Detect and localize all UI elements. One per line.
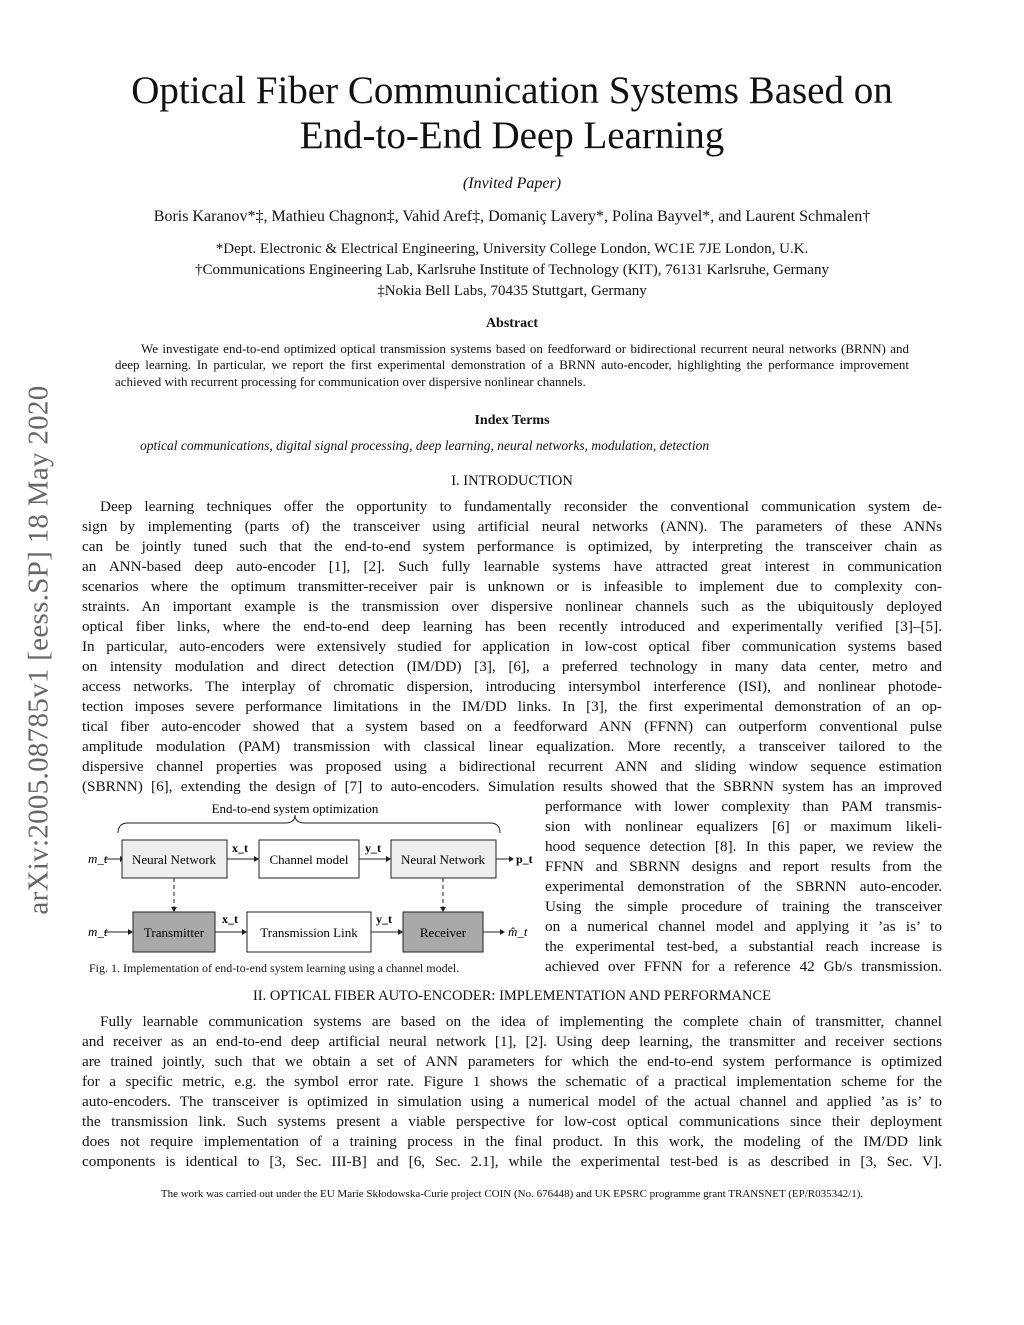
abstract-text: We investigate end-to-end optimized optical transmission systems based on feedforward or bidirectional recurrent neural networks (BRNN) and deep learning. In particular, we report the first experimental demonstration of a BRNN auto-encoder, highlighting the performance improvement achieved with recurrent processing for communication over dispersive nonlinear channels. <box>115 341 909 389</box>
top-output-label: p_t <box>516 852 533 866</box>
bottom-output-label: m̂_t <box>508 924 528 939</box>
funding-footnote: The work was carried out under the EU Marie Skłodowska-Curie project COIN (No. 676448) and UK EPSRC programme grant TRANSNET (EP/R035342/1). <box>160 1188 864 1200</box>
text-line: experimental demonstration of the SBRNN auto-encoder. <box>545 878 942 895</box>
text-line: does not require implementation of a training process in the final product. In this work, the modeling of the IM/DD link <box>82 1133 942 1150</box>
text-line: and receiver as an end-to-end deep artificial neural network [1], [2]. Using deep learning, the transmitter and receiver sections <box>82 1033 942 1050</box>
text-line: In particular, auto-encoders were extensively studied for application in low-cost optical fiber communication systems based <box>82 638 942 655</box>
section-1-right-column <box>545 797 942 977</box>
invited-paper-label: (Invited Paper) <box>462 175 562 192</box>
top-input-label: m_t <box>88 851 108 866</box>
affiliations <box>80 239 944 302</box>
text-line: Fully learnable communication systems are based on the idea of implementing the complete chain of transmitter, channel <box>100 1013 942 1030</box>
section-1-body <box>82 497 942 797</box>
text-line: tical fiber auto-encoder showed that a system based on a feedforward ANN (FFNN) can outperform conventional pulse <box>82 718 942 735</box>
channel-model-label: Channel model <box>269 852 349 867</box>
text-line: amplitude modulation (PAM) transmission with classical linear equalization. More recently, a transceiver tailored to the <box>82 738 942 755</box>
text-line: straints. An important example is the transmission over dispersive nonlinear channels such as the ubiquitously deployed <box>82 598 942 615</box>
text-line: (SBRNN) [6], extending the design of [7] to auto-encoders. Simulation results showed that the SBRNN system has an improved <box>82 778 942 795</box>
text-line: sion with nonlinear equalizers [6] or maximum likeli- <box>545 818 942 835</box>
affiliation-kit: †Communications Engineering Lab, Karlsruhe Institute of Technology (KIT), 76131 Karlsruhe, Germany <box>195 262 829 278</box>
figure-1-caption: Fig. 1. Implementation of end-to-end system learning using a channel model. <box>89 961 460 975</box>
text-line: the experimental test-bed, a substantial reach increase is <box>545 938 942 955</box>
section-2-body <box>82 1012 942 1172</box>
text-line: an ANN-based deep auto-encoder [1], [2]. Such fully learnable systems have attracted great interest in communication <box>82 558 942 575</box>
text-line: dispersive channel properties was proposed using a bidirectional recurrent ANN and sliding window sequence estimation <box>82 758 942 775</box>
text-line: optical fiber links, where the end-to-end deep learning has been recently introduced and experimentally verified [3]–[5]. <box>82 618 942 635</box>
text-line: FFNN and SBRNN designs and report results from the <box>545 858 942 875</box>
text-line: scenarios where the optimum transmitter-receiver pair is unknown or is infeasible to implement due to complexity con- <box>82 578 942 595</box>
text-line: Using the simple procedure of training the transceiver <box>545 898 942 915</box>
figure-1-diagram <box>80 795 533 975</box>
text-line: on intensity modulation and direct detection (IM/DD) [3], [6], a preferred technology in many data center, metro and <box>82 658 942 675</box>
index-terms-text: optical communications, digital signal processing, deep learning, neural networks, modulation, detection <box>140 438 710 453</box>
transmitter-label: Transmitter <box>143 925 205 940</box>
section-1-heading: I. INTRODUCTION <box>451 473 573 489</box>
text-line: Deep learning techniques offer the opportunity to fundamentally reconsider the conventional communication system de- <box>100 498 942 515</box>
affiliation-ucl: *Dept. Electronic & Electrical Engineering, University College London, WC1E 7JE London, U.K. <box>215 241 809 257</box>
text-line: performance with lower complexity than PAM transmis- <box>545 798 942 815</box>
text-line: the transmission link. Such systems present a viable perspective for low-cost optical communications since their deployment <box>82 1113 942 1130</box>
text-line: components is identical to [3, Sec. III-B] and [6, Sec. 2.1], while the experimental test-bed is as described in [3, Sec. V]. <box>82 1153 942 1170</box>
section-2-heading: II. OPTICAL FIBER AUTO-ENCODER: IMPLEMENTATION AND PERFORMANCE <box>252 988 772 1004</box>
index-terms-heading: Index Terms <box>474 413 550 428</box>
text-line: hood sequence detection [8]. In this paper, we review the <box>545 838 942 855</box>
text-line: on a numerical channel model and applying it ’as is’ to <box>545 918 942 935</box>
optimization-brace <box>118 815 500 833</box>
x-t-label-top: x_t <box>232 841 248 855</box>
text-line: are trained jointly, such that we obtain a set of ANN parameters for which the end-to-end system performance is optimized <box>82 1053 942 1070</box>
affiliation-nokia: ‡Nokia Bell Labs, 70435 Stuttgart, Germany <box>377 283 647 299</box>
text-line: for a specific metric, e.g. the symbol error rate. Figure 1 shows the schematic of a practical implementation scheme for the <box>82 1073 942 1090</box>
x-t-label-bottom: x_t <box>222 912 238 926</box>
transmission-link-label: Transmission Link <box>260 925 358 940</box>
bottom-input-label: m_t <box>88 924 108 939</box>
abstract-heading: Abstract <box>485 316 539 331</box>
text-line: achieved over FFNN for a reference 42 Gb/s transmission. <box>545 958 942 975</box>
text-line: auto-encoders. The transceiver is optimized in simulation using a numerical model of the actual channel and applied ’as is’ to <box>82 1093 942 1110</box>
text-line: tection imposes severe performance limitations in the IM/DD links. In [3], the first experimental demonstration of an op- <box>82 698 942 715</box>
receiver-label: Receiver <box>419 925 467 940</box>
y-t-label-bottom: y_t <box>376 912 392 926</box>
title-line-2: End-to-End Deep Learning <box>299 114 725 157</box>
text-line: can be jointly tuned such that the end-to-end system performance is optimized, by interpreting the transceiver chain as <box>82 538 942 555</box>
arxiv-id: arXiv:2005.08785v1 [eess.SP] 18 May 2020 <box>22 385 55 915</box>
y-t-label-top: y_t <box>365 841 381 855</box>
title-line-1: Optical Fiber Communication Systems Based on <box>131 69 893 112</box>
text-line: sign by implementing (parts of) the transceiver using artificial neural networks (ANN). The parameters of these ANNs <box>82 518 942 535</box>
nn1-label: Neural Network <box>131 852 217 867</box>
brace-label: End-to-end system optimization <box>211 801 379 816</box>
author-list: Boris Karanov*‡, Mathieu Chagnon‡, Vahid Aref‡, Domaniç Lavery*, Polina Bayvel*, and Laurent Schmalen† <box>153 208 871 225</box>
text-line: access networks. The interplay of chromatic dispersion, introducing intersymbol interference (ISI), and nonlinear photode- <box>82 678 942 695</box>
arxiv-sidebar-stamp <box>16 340 62 960</box>
nn2-label: Neural Network <box>400 852 486 867</box>
paper-title <box>80 68 944 158</box>
